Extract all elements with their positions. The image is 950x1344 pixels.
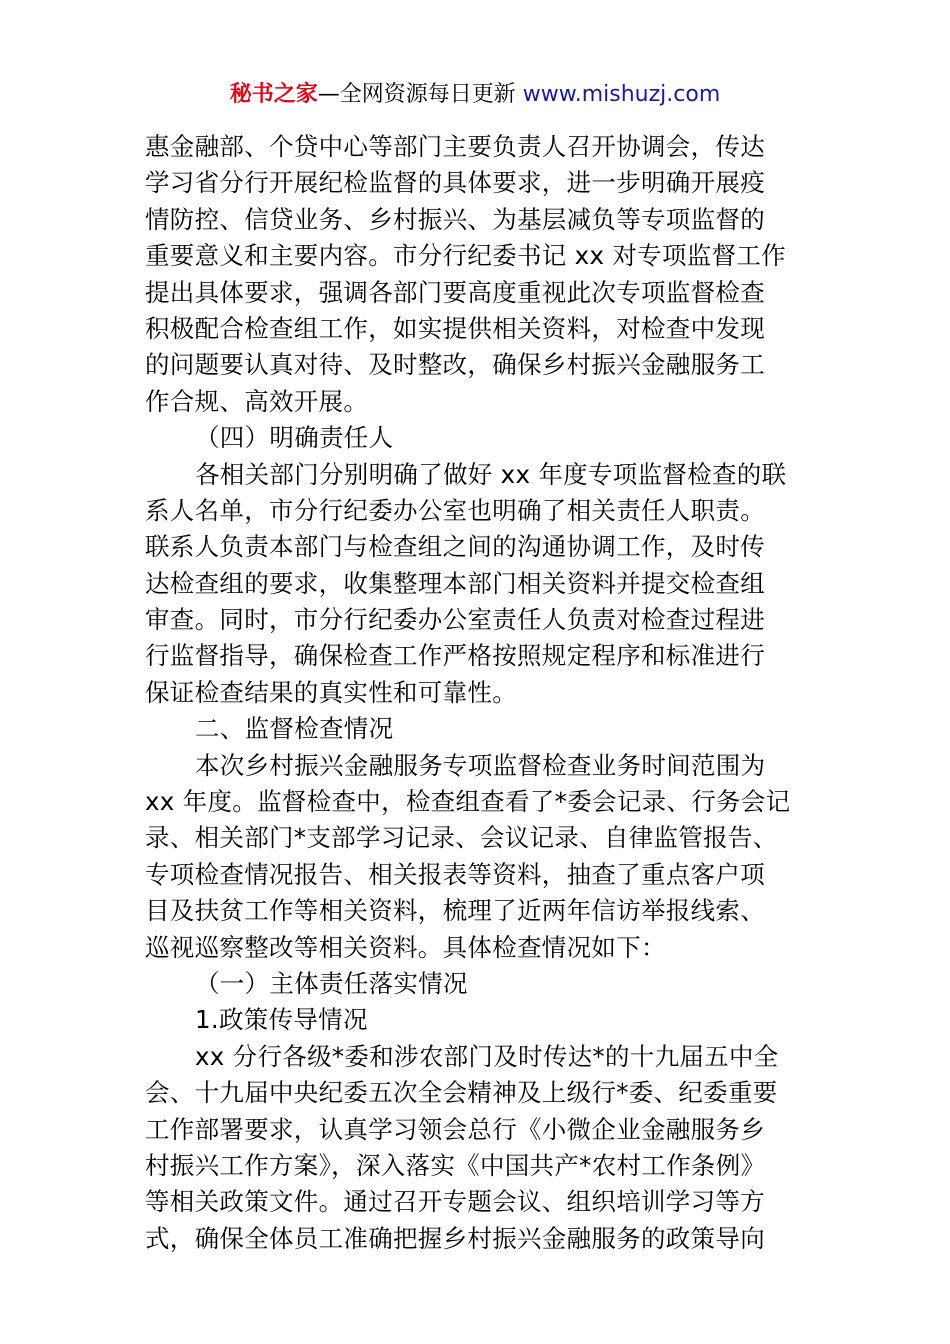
text-line: 系人名单，市分行纪委办公室也明确了相关责任人职责。	[145, 495, 765, 525]
text-line: 等相关政策文件。通过召开专题会议、组织培训学习等方	[145, 1187, 765, 1217]
text-line: 提出具体要求，强调各部门要高度重视此次专项监督检查	[145, 277, 765, 307]
text-line: xx 分行各级*委和涉农部门及时传达*的十九届五中全	[195, 1041, 779, 1071]
text-line: 各相关部门分别明确了做好 xx 年度专项监督检查的联	[195, 459, 787, 489]
text-line: 达检查组的要求，收集整理本部门相关资料并提交检查组	[145, 568, 765, 598]
text-line: 村振兴工作方案》，深入落实《中国共产*农村工作条例》	[145, 1150, 766, 1180]
text-line: 目及扶贫工作等相关资料，梳理了近两年信访举报线索、	[145, 896, 765, 926]
text-line: 作合规、高效开展。	[145, 386, 369, 416]
text-line: 工作部署要求，认真学习领会总行《小微企业金融服务乡	[145, 1114, 765, 1144]
brand-name: 秘书之家	[229, 82, 318, 107]
text-line: 式，确保全体员工准确把握乡村振兴金融服务的政策导向	[145, 1223, 765, 1253]
header-tagline: —全网资源每日更新	[317, 82, 523, 107]
text-line: 本次乡村振兴金融服务专项监督检查业务时间范围为	[195, 750, 766, 780]
site-url: www.mishuzj.com	[522, 82, 721, 107]
text-line: 专项检查情况报告、相关报表等资料，抽查了重点客户项	[145, 859, 765, 889]
text-line: 的问题要认真对待、及时整改，确保乡村振兴金融服务工	[145, 350, 765, 380]
section-heading: （四）明确责任人	[195, 423, 394, 453]
text-line: 巡视巡察整改等相关资料。具体检查情况如下：	[145, 932, 666, 962]
text-line: 录、相关部门*支部学习记录、会议记录、自律监管报告、	[145, 823, 778, 853]
section-heading: 1.政策传导情况	[195, 1005, 368, 1035]
site-watermark-header	[0, 78, 950, 112]
document-body	[145, 129, 807, 1257]
text-line: xx 年度。监督检查中，检查组查看了*委会记录、行务会记	[145, 787, 791, 817]
text-line: 联系人负责本部门与检查组之间的沟通协调工作，及时传	[145, 532, 765, 562]
text-line: 重要意义和主要内容。市分行纪委书记 xx 对专项监督工作	[145, 241, 786, 271]
text-line: 情防控、信贷业务、乡村振兴、为基层减负等专项监督的	[145, 204, 765, 234]
text-line: 惠金融部、个贷中心等部门主要负责人召开协调会，传达	[145, 132, 765, 161]
text-line: 积极配合检查组工作，如实提供相关资料，对检查中发现	[145, 313, 765, 343]
text-line: 审查。同时，市分行纪委办公室责任人负责对检查过程进	[145, 605, 765, 635]
section-heading: （一）主体责任落实情况	[195, 968, 468, 998]
text-line: 行监督指导，确保检查工作严格按照规定程序和标准进行	[145, 641, 765, 671]
text-line: 会、十九届中央纪委五次全会精神及上级行*委、纪委重要	[145, 1078, 778, 1108]
section-heading: 二、监督检查情况	[195, 714, 394, 744]
text-line: 保证检查结果的真实性和可靠性。	[145, 677, 517, 707]
text-line: 学习省分行开展纪检监督的具体要求，进一步明确开展疫	[145, 168, 765, 198]
